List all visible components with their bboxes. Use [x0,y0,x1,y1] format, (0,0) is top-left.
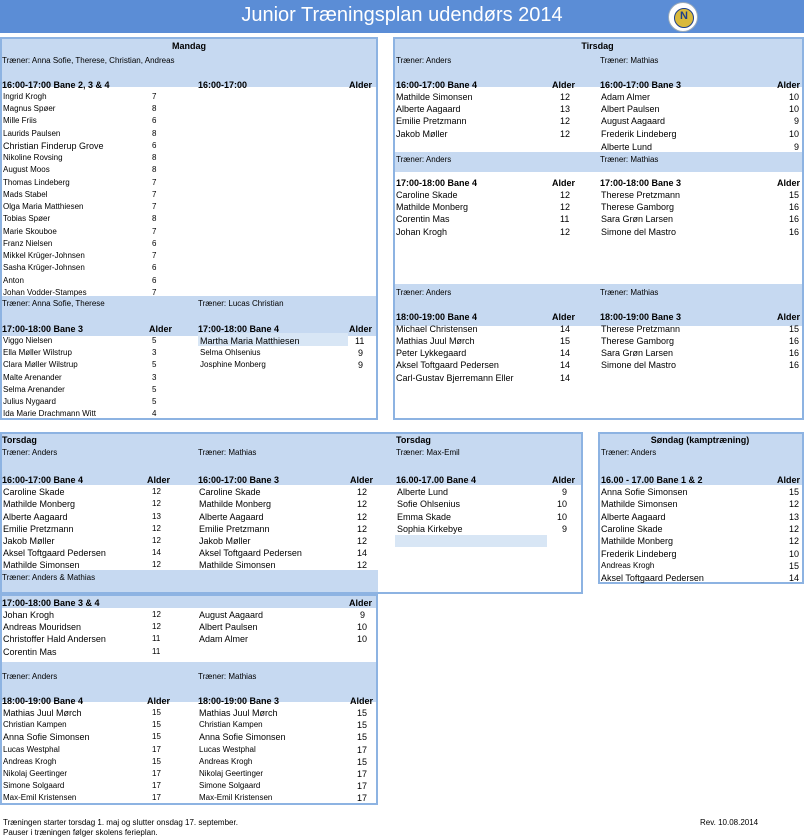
heading-cell: Søndag (kamptræning) [650,435,750,445]
name-cell: Christian Kampen [3,720,67,729]
heading-cell: 16.00 - 17.00 Bane 1 & 2 [601,475,703,485]
age-cell: 13 [152,512,161,521]
age-cell: 17 [152,781,161,790]
heading-cell: 16.00-17.00 Bane 4 [396,475,477,485]
age-cell: 10 [789,104,800,114]
age-cell: 15 [789,561,800,571]
age-cell: 12 [560,202,571,212]
age-cell: 6 [152,276,157,285]
name-cell: Therese Pretzmann [601,324,681,334]
age-cell: 12 [357,512,368,522]
name-cell: Alberte Aagaard [396,104,461,114]
name-cell: Albert Paulsen [199,622,258,632]
name-cell: Therese Gamborg [601,202,675,212]
name-cell: Træner: Mathias [600,155,659,164]
age-cell: 15 [357,708,368,718]
name-cell: Mads Stabel [3,190,48,199]
name-cell: Peter Lykkegaard [396,348,467,358]
age-cell: 16 [789,202,800,212]
age-cell: 12 [560,227,571,237]
name-cell: Malte Arenander [3,373,62,382]
age-cell: 5 [152,360,157,369]
age-cell: 12 [789,499,800,509]
age-cell: 9 [794,116,800,126]
name-cell: Træner: Anders & Mathias [2,573,96,582]
name-cell: Thomas Lindeberg [3,178,70,187]
name-cell: Sara Grøn Larsen [601,348,674,358]
name-cell: Mathilde Monberg [3,499,76,509]
age-cell: 12 [560,129,571,139]
age-cell: 3 [152,348,157,357]
age-cell: 17 [152,793,161,802]
age-cell: 17 [357,781,368,791]
heading-cell: Alder [551,80,575,90]
age-cell: 15 [357,757,368,767]
name-cell: Christian Finderup Grove [3,141,104,151]
name-cell: Corentin Mas [3,647,57,657]
name-cell: Therese Gamborg [601,336,675,346]
name-cell: August Aagaard [199,610,264,620]
name-cell: Jakob Møller [3,536,55,546]
name-cell: Caroline Skade [3,487,65,497]
name-cell: Nikoline Rovsing [3,153,63,162]
name-cell: Alberte Lund [601,142,653,152]
heading-cell: 16:00-17:00 Bane 4 [2,475,84,485]
heading-cell: Alder [551,312,575,322]
name-cell: Laurids Paulsen [3,129,61,138]
footer-note-start: Træningen starter torsdag 1. maj og slutter onsdag 17. september. [3,818,238,827]
name-cell: Therese Pretzmann [601,190,681,200]
name-cell: Andreas Krogh [601,561,655,570]
name-cell: Mathias Juul Mørch [3,708,82,718]
age-cell: 10 [557,512,568,522]
heading-cell: Alder [776,80,800,90]
name-cell: Aksel Toftgaard Pedersen [396,360,499,370]
heading-cell: 17:00-18:00 Bane 3 [2,324,84,334]
age-cell: 14 [357,548,368,558]
name-cell: Caroline Skade [396,190,458,200]
age-cell: 16 [789,227,800,237]
name-cell: Træner: Max-Emil [396,448,460,457]
age-cell: 7 [152,251,157,260]
age-cell: 5 [152,385,157,394]
heading-cell: 17:00-18:00 Bane 4 [198,324,280,334]
age-cell: 12 [357,524,368,534]
heading-cell: 18:00-19:00 Bane 3 [198,696,280,706]
heading-cell: Alder [776,312,800,322]
age-cell: 12 [560,190,571,200]
age-cell: 15 [152,732,161,741]
heading-cell: Torsdag [2,435,37,445]
heading-cell: Alder [146,696,170,706]
age-cell: 9 [358,348,364,358]
name-cell: Sofie Ohlsenius [397,499,461,509]
club-logo [668,2,698,32]
heading-cell: Alder [349,696,373,706]
name-cell: Nikolaj Geertinger [199,769,264,778]
age-cell: 12 [357,499,368,509]
age-cell: 4 [152,409,157,418]
age-cell: 17 [152,769,161,778]
age-cell: 15 [560,336,571,346]
logo-letter: N [680,10,688,22]
name-cell: Sasha Krüger-Johnsen [3,263,85,272]
age-cell: 12 [152,524,161,533]
name-cell: Jakob Møller [199,536,251,546]
name-cell: Christian Kampen [199,720,263,729]
name-cell: Johan Krogh [3,610,55,620]
name-cell: Nikolaj Geertinger [3,769,68,778]
name-cell: Max-Emil Kristensen [3,793,77,802]
age-cell: 16 [789,360,800,370]
age-cell: 12 [357,487,368,497]
page-title: Junior Træningsplan udendørs 2014 [241,4,563,26]
age-cell: 7 [152,288,157,297]
heading-cell: 18:00-19:00 Bane 4 [396,312,478,322]
name-cell: Træner: Anna Sofie, Therese, Christian, Andreas [2,56,175,65]
heading-cell: 16:00-17:00 Bane 3 [198,475,280,485]
name-cell: Jakob Møller [396,129,448,139]
name-cell: Aksel Toftgaard Pedersen [601,573,704,583]
age-cell: 11 [152,634,161,643]
name-cell: Mathilde Simonsen [3,560,80,570]
heading-cell: Alder [348,80,372,90]
age-cell: 7 [152,92,157,101]
age-cell: 8 [152,165,157,174]
name-cell: Emilie Pretzmann [396,116,467,126]
age-cell: 8 [152,153,157,162]
age-cell: 15 [357,732,368,742]
age-cell: 6 [152,116,157,125]
name-cell: Ingrid Krogh [3,92,47,101]
age-cell: 14 [560,360,571,370]
age-cell: 10 [789,549,800,559]
name-cell: Andreas Krogh [199,757,253,766]
name-cell: Træner: Anders [2,672,58,681]
name-cell: Træner: Anders [2,448,58,457]
age-cell: 16 [789,336,800,346]
name-cell: Træner: Anders [601,448,657,457]
heading-cell: Alder [551,475,575,485]
name-cell: Adam Almer [199,634,249,644]
age-cell: 10 [789,92,800,102]
name-cell: Træner: Anders [396,288,452,297]
age-cell: 12 [357,536,368,546]
name-cell: Anton [3,276,24,285]
name-cell: Franz Nielsen [3,239,53,248]
name-cell: Emilie Pretzmann [3,524,74,534]
name-cell: Træner: Anders [396,155,452,164]
age-cell: 10 [357,622,368,632]
name-cell: Simone del Mastro [601,360,677,370]
name-cell: Max-Emil Kristensen [199,793,273,802]
name-cell: Mathias Juul Mørch [396,336,475,346]
heading-cell: 17:00-18:00 Bane 4 [396,178,478,188]
name-cell: Mille Friis [3,116,37,125]
age-cell: 9 [562,487,568,497]
name-cell: Clara Møller Wilstrup [3,360,78,369]
name-cell: Mathilde Simonsen [199,560,276,570]
heading-cell: Alder [551,178,575,188]
heading-cell: 16:00-17:00 [198,80,248,90]
name-cell: Marie Skouboe [3,227,57,236]
age-cell: 15 [357,720,368,730]
name-cell: Olga Maria Matthiesen [3,202,84,211]
name-cell: Træner: Anna Sofie, Therese [2,299,105,308]
age-cell: 12 [152,487,161,496]
name-cell: Anna Sofie Simonsen [601,487,688,497]
name-cell: Aksel Toftgaard Pedersen [3,548,106,558]
heading-cell: 17:00-18:00 Bane 3 & 4 [2,598,100,608]
age-cell: 9 [794,142,800,152]
name-cell: Mathilde Monberg [396,202,469,212]
name-cell: Andreas Krogh [3,757,57,766]
name-cell: August Moos [3,165,50,174]
age-cell: 15 [152,757,161,766]
name-cell: Træner: Lucas Christian [198,299,284,308]
heading-cell: 16:00-17:00 Bane 3 [600,80,682,90]
name-cell: Anna Sofie Simonsen [199,732,286,742]
name-cell: Christoffer Hald Andersen [3,634,106,644]
age-cell: 15 [789,324,800,334]
age-cell: 15 [152,708,161,717]
heading-cell: Alder [348,324,372,334]
heading-cell: Alder [349,475,373,485]
name-cell: Ida Marie Drachmann Witt [3,409,96,418]
age-cell: 12 [152,560,161,569]
age-cell: 12 [560,92,571,102]
age-cell: 11 [560,214,570,224]
name-cell: Træner: Mathias [600,56,659,65]
age-cell: 7 [152,227,157,236]
name-cell: Alberte Aagaard [601,512,666,522]
name-cell: Træner: Mathias [600,288,659,297]
name-cell: Julius Nygaard [3,397,56,406]
name-cell: Selma Arenander [3,385,65,394]
heading-cell: Torsdag [396,435,431,445]
age-cell: 14 [560,348,571,358]
age-cell: 15 [152,720,161,729]
age-cell: 15 [789,190,800,200]
heading-cell: Tirsdag [581,41,614,51]
age-cell: 12 [789,536,800,546]
age-cell: 16 [789,214,800,224]
name-cell: Tobias Spøer [3,214,51,223]
age-cell: 12 [152,610,161,619]
name-cell: Mathias Juul Mørch [199,708,278,718]
age-cell: 14 [560,324,571,334]
age-cell: 12 [152,536,161,545]
name-cell: Michael Christensen [396,324,478,334]
name-cell: Anna Sofie Simonsen [3,732,90,742]
name-cell: Træner: Anders [396,56,452,65]
age-cell: 12 [152,622,161,631]
name-cell: Sara Grøn Larsen [601,214,674,224]
age-cell: 8 [152,214,157,223]
name-cell: Mathilde Simonsen [601,499,678,509]
name-cell: Johan Krogh [396,227,448,237]
name-cell: Josphine Monberg [200,360,266,369]
name-cell: Andreas Mouridsen [3,622,82,632]
age-cell: 12 [560,116,571,126]
heading-cell: 16:00-17:00 Bane 4 [396,80,478,90]
name-cell: Mikkel Krüger-Johnsen [3,251,85,260]
name-cell: Corentin Mas [396,214,450,224]
title-bar [0,0,804,33]
heading-cell: 18:00-19:00 Bane 4 [2,696,84,706]
heading-cell: 18:00-19:00 Bane 3 [600,312,682,322]
name-cell: Lucas Westphal [3,745,60,754]
name-cell: Caroline Skade [601,524,663,534]
age-cell: 8 [152,129,157,138]
age-cell: 5 [152,397,157,406]
age-cell: 12 [152,499,161,508]
age-cell: 12 [357,560,368,570]
name-cell: Simone Solgaard [3,781,65,790]
name-cell: Simone Solgaard [199,781,261,790]
age-cell: 16 [789,348,800,358]
age-cell: 5 [152,336,157,345]
name-cell: Aksel Toftgaard Pedersen [199,548,302,558]
name-cell: August Aagaard [601,116,666,126]
name-cell: Carl-Gustav Bjerremann Eller [396,373,514,383]
age-cell: 10 [557,499,568,509]
name-cell: Frederik Lindeberg [601,129,677,139]
name-cell: Lucas Westphal [199,745,256,754]
name-cell: Alberte Lund [397,487,449,497]
name-cell: Caroline Skade [199,487,261,497]
heading-cell: 17:00-18:00 Bane 3 [600,178,682,188]
age-cell: 10 [789,129,800,139]
age-cell: 9 [358,360,364,370]
age-cell: 3 [152,373,157,382]
age-cell: 7 [152,190,157,199]
name-cell: Selma Ohlsenius [200,348,261,357]
age-cell: 11 [355,336,365,346]
age-cell: 17 [357,769,368,779]
name-cell: Alberte Aagaard [3,512,68,522]
name-cell: Frederik Lindeberg [601,549,677,559]
name-cell: Martha Maria Matthiesen [200,336,300,346]
heading-cell: Alder [146,475,170,485]
age-cell: 10 [357,634,368,644]
age-cell: 17 [357,745,368,755]
footer-note-pauses: Pauser i træningen følger skolens ferieplan. [3,828,158,837]
age-cell: 8 [152,104,157,113]
name-cell: Alberte Aagaard [199,512,264,522]
age-cell: 7 [152,178,157,187]
name-cell: Emma Skade [397,512,452,522]
name-cell: Albert Paulsen [601,104,660,114]
age-cell: 13 [789,512,800,522]
name-cell: Mathilde Simonsen [396,92,473,102]
age-cell: 13 [560,104,571,114]
heading-cell: Alder [348,598,372,608]
age-cell: 9 [562,524,568,534]
name-cell: Mathilde Monberg [199,499,272,509]
name-cell: Ella Møller Wilstrup [3,348,72,357]
name-cell: Johan Vodder-Stampes [3,288,87,297]
heading-cell: Alder [148,324,172,334]
age-cell: 7 [152,202,157,211]
age-cell: 14 [152,548,161,557]
age-cell: 17 [357,793,368,803]
name-cell: Træner: Mathias [198,448,257,457]
name-cell: Mathilde Monberg [601,536,674,546]
heading-cell: 16:00-17:00 Bane 2, 3 & 4 [2,80,110,90]
age-cell: 14 [560,373,571,383]
age-cell: 14 [789,573,800,583]
heading-cell: Mandag [171,41,206,51]
age-cell: 12 [789,524,800,534]
name-cell: Emilie Pretzmann [199,524,270,534]
footer-revision: Rev. 10.08.2014 [700,818,759,827]
heading-cell: Alder [776,475,800,485]
name-cell: Sophia Kirkebye [397,524,463,534]
name-cell: Adam Almer [601,92,651,102]
age-cell: 6 [152,239,157,248]
heading-cell: Alder [776,178,800,188]
age-cell: 6 [152,141,157,150]
age-cell: 15 [789,487,800,497]
name-cell: Simone del Mastro [601,227,677,237]
logo-emblem [674,8,694,28]
name-cell: Træner: Mathias [198,672,257,681]
age-cell: 6 [152,263,157,272]
age-cell: 9 [360,610,366,620]
age-cell: 11 [152,647,161,656]
name-cell: Viggo Nielsen [3,336,53,345]
name-cell: Magnus Spøer [3,104,56,113]
age-cell: 17 [152,745,161,754]
